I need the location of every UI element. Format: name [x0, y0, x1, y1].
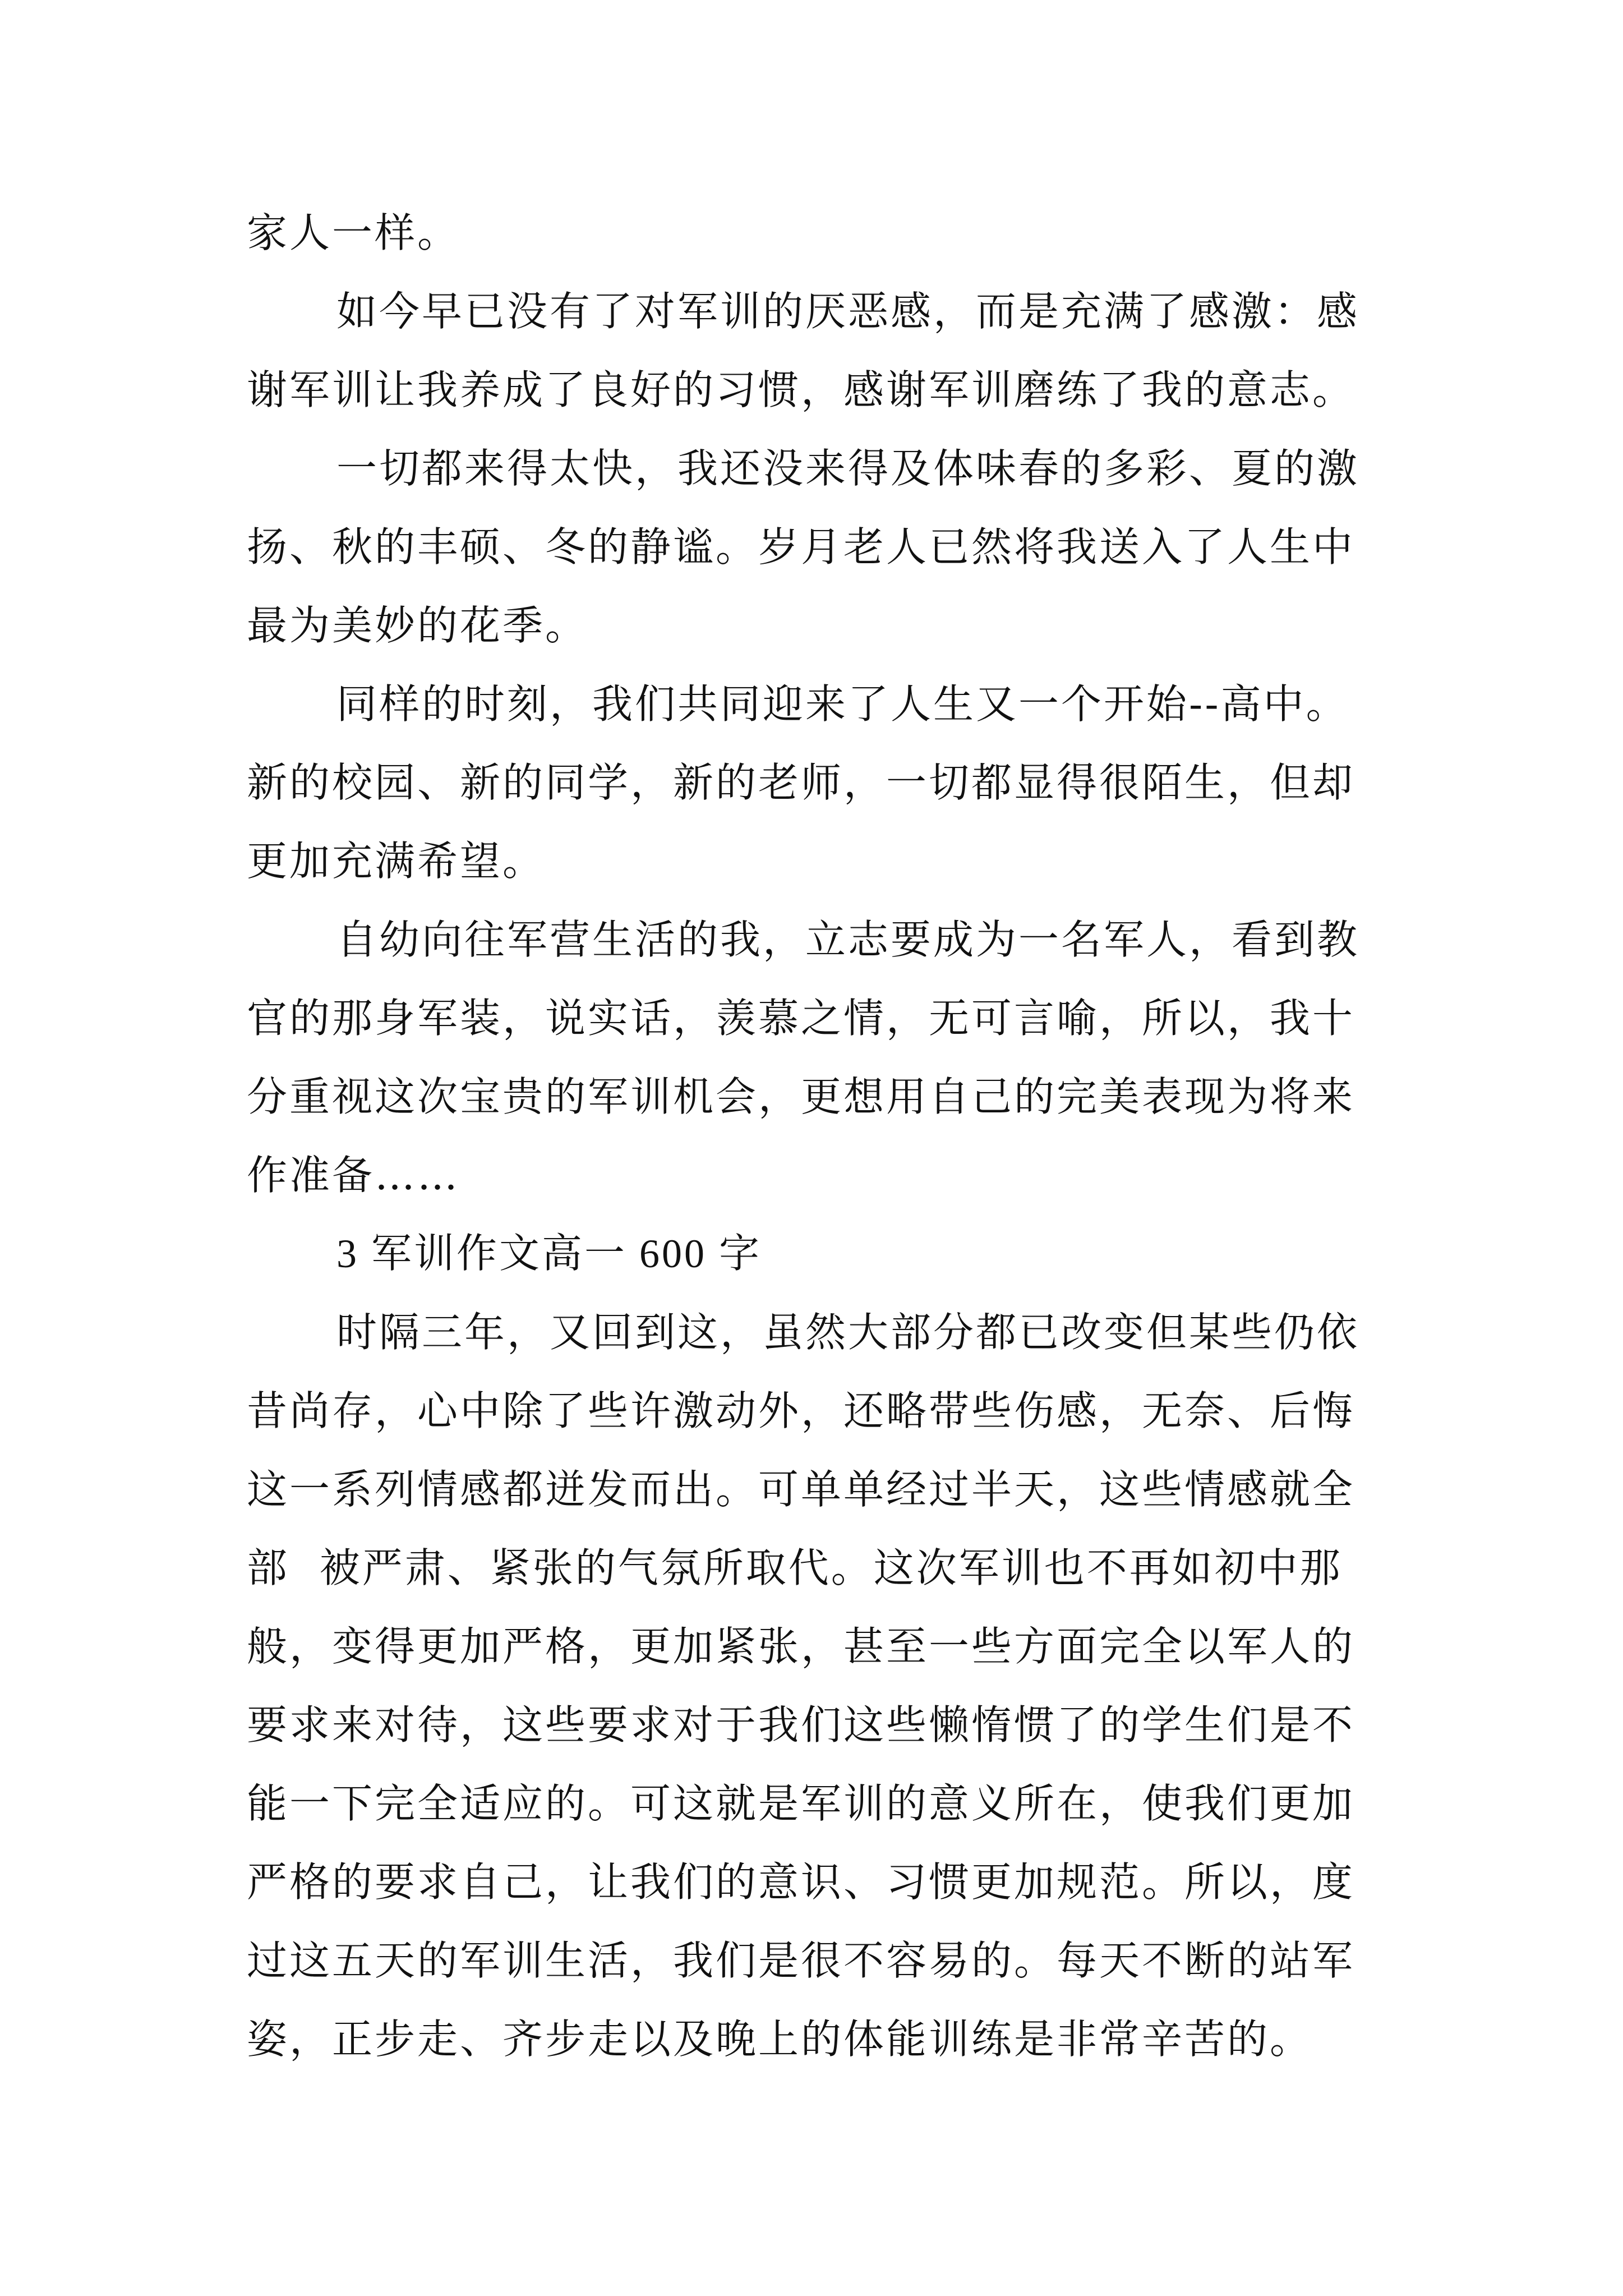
paragraph-first-line: 一切都来得太快，我还没来得及体味春的多彩、夏的激: [336, 445, 1360, 492]
text-line: 般，变得更加严格，更加紧张，甚至一些方面完全以军人的: [247, 1623, 1355, 1670]
text-line: 姿，正步走、齐步走以及晚上的体能训练是非常辛苦的。: [247, 2016, 1313, 2063]
text-line: 昔尚存，心中除了些许激动外，还略带些伤感，无奈、后悔: [247, 1387, 1355, 1434]
text-line: 最为美妙的花季。: [247, 602, 588, 649]
text-line: 更加充满希望。: [247, 838, 546, 885]
text-line: 谢军训让我养成了良好的习惯，感谢军训磨练了我的意志。: [247, 366, 1355, 413]
paragraph-first-line: 如今早已没有了对军训的厌恶感，而是充满了感激：感: [336, 288, 1360, 335]
section-heading: 3 军训作文高一 600 字: [336, 1231, 762, 1276]
paragraph-first-line: 同样的时刻，我们共同迎来了人生又一个开始--高中。: [336, 680, 1349, 728]
text-line: 分重视这次宝贵的军训机会，更想用自己的完美表现为将来: [247, 1073, 1355, 1120]
paragraph-first-line: 自幼向往军营生活的我，立志要成为一名军人，看到教: [336, 916, 1360, 963]
text-line: 作准备……: [247, 1152, 460, 1199]
text-line: 能一下完全适应的。可这就是军训的意义所在，使我们更加: [247, 1780, 1355, 1827]
paragraph-first-line: 时隔三年，又回到这，虽然大部分都已改变但某些仍依: [336, 1309, 1360, 1356]
text-line: 这一系列情感都迸发而出。可单单经过半天，这些情感就全: [247, 1466, 1355, 1513]
text-line: 扬、秋的丰硕、冬的静谧。岁月老人已然将我送入了人生中: [247, 523, 1355, 570]
text-line: 过这五天的军训生活，我们是很不容易的。每天不断的站军: [247, 1937, 1355, 1984]
text-line: 严格的要求自己，让我们的意识、习惯更加规范。所以，度: [247, 1858, 1355, 1906]
text-line: 要求来对待，这些要求对于我们这些懒惰惯了的学生们是不: [247, 1701, 1355, 1749]
text-line: 官的那身军装，说实话，羡慕之情，无可言喻，所以，我十: [247, 995, 1355, 1042]
text-line: 部 被严肃、紧张的气氛所取代。这次军训也不再如初中那: [247, 1544, 1343, 1591]
text-line: 新的校园、新的同学，新的老师，一切都显得很陌生，但却: [247, 759, 1355, 806]
text-line: 家人一样。: [247, 209, 460, 256]
